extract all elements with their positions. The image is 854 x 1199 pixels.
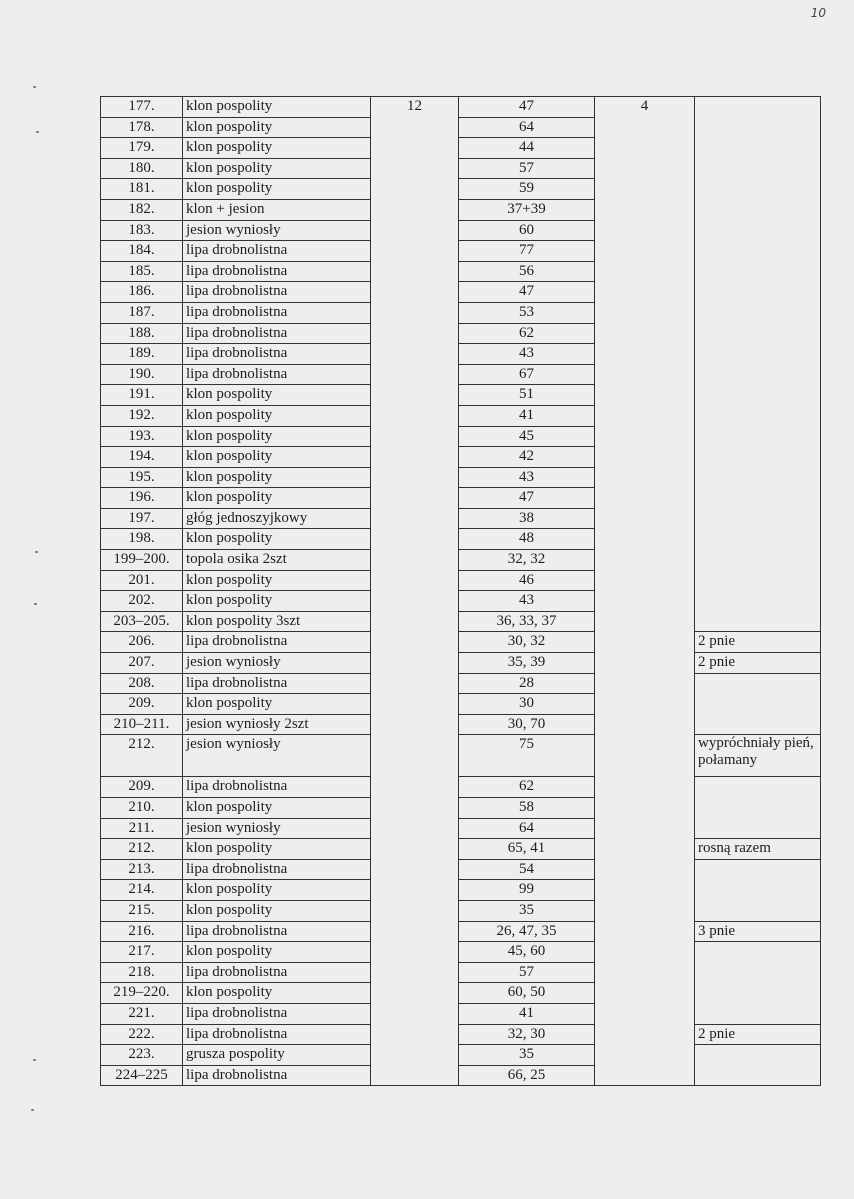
diameter-cell: 46 xyxy=(459,570,595,591)
diameter-cell: 47 xyxy=(459,488,595,509)
tree-number-cell: 189. xyxy=(101,344,183,365)
diameter-cell: 41 xyxy=(459,405,595,426)
species-cell: klon + jesion xyxy=(183,199,371,220)
note-cell-empty xyxy=(695,1045,821,1086)
tree-number-cell: 190. xyxy=(101,364,183,385)
species-cell: klon pospolity xyxy=(183,179,371,200)
species-cell: lipa drobnolistna xyxy=(183,261,371,282)
tree-number-cell: 214. xyxy=(101,880,183,901)
tree-number-cell: 206. xyxy=(101,632,183,653)
species-cell: lipa drobnolistna xyxy=(183,302,371,323)
table-row xyxy=(101,839,821,860)
diameter-cell: 41 xyxy=(459,1003,595,1024)
tree-number-cell: 209. xyxy=(101,777,183,798)
tree-inventory-table xyxy=(100,96,821,1086)
tree-number-cell: 222. xyxy=(101,1024,183,1045)
species-cell: lipa drobnolistna xyxy=(183,859,371,880)
diameter-cell: 62 xyxy=(459,777,595,798)
tree-number-cell: 211. xyxy=(101,818,183,839)
note-cell: 3 pnie xyxy=(695,921,821,942)
species-cell: klon pospolity xyxy=(183,880,371,901)
scan-speck xyxy=(34,603,37,605)
tree-number-cell: 224–225 xyxy=(101,1065,183,1086)
tree-number-cell: 208. xyxy=(101,673,183,694)
diameter-cell: 45, 60 xyxy=(459,942,595,963)
tree-number-cell: 179. xyxy=(101,138,183,159)
table-row xyxy=(101,632,821,653)
species-cell: jesion wyniosły xyxy=(183,220,371,241)
diameter-cell: 59 xyxy=(459,179,595,200)
tree-number-cell: 216. xyxy=(101,921,183,942)
table-row xyxy=(101,777,821,798)
species-cell: klon pospolity xyxy=(183,447,371,468)
note-cell: 2 pnie xyxy=(695,1024,821,1045)
diameter-cell: 57 xyxy=(459,158,595,179)
species-cell: klon pospolity xyxy=(183,983,371,1004)
scan-speck xyxy=(36,131,39,133)
species-cell: klon pospolity xyxy=(183,117,371,138)
diameter-cell: 35, 39 xyxy=(459,653,595,674)
scan-speck xyxy=(31,1109,34,1111)
diameter-cell: 67 xyxy=(459,364,595,385)
species-cell: klon pospolity xyxy=(183,570,371,591)
diameter-cell: 64 xyxy=(459,818,595,839)
diameter-cell: 65, 41 xyxy=(459,839,595,860)
diameter-cell: 99 xyxy=(459,880,595,901)
tree-number-cell: 194. xyxy=(101,447,183,468)
tree-number-cell: 191. xyxy=(101,385,183,406)
diameter-cell: 45 xyxy=(459,426,595,447)
species-cell: klon pospolity xyxy=(183,385,371,406)
note-cell: 2 pnie xyxy=(695,653,821,674)
tree-number-cell: 221. xyxy=(101,1003,183,1024)
diameter-cell: 35 xyxy=(459,1045,595,1066)
species-cell: klon pospolity xyxy=(183,405,371,426)
species-cell: topola osika 2szt xyxy=(183,550,371,571)
tree-number-cell: 210. xyxy=(101,798,183,819)
diameter-cell: 60 xyxy=(459,220,595,241)
tree-number-cell: 192. xyxy=(101,405,183,426)
table-row xyxy=(101,1024,821,1045)
species-cell: grusza pospolity xyxy=(183,1045,371,1066)
table-row xyxy=(101,97,821,118)
tree-number-cell: 196. xyxy=(101,488,183,509)
species-cell: lipa drobnolistna xyxy=(183,1003,371,1024)
tree-number-cell: 213. xyxy=(101,859,183,880)
species-cell: jesion wyniosły xyxy=(183,735,371,777)
species-cell: klon pospolity xyxy=(183,529,371,550)
table-row xyxy=(101,653,821,674)
note-cell: wypróchniały pień, połamany xyxy=(695,735,821,777)
species-cell: lipa drobnolistna xyxy=(183,241,371,262)
tree-number-cell: 185. xyxy=(101,261,183,282)
tree-number-cell: 199–200. xyxy=(101,550,183,571)
scan-speck xyxy=(33,86,36,88)
species-cell: klon pospolity xyxy=(183,900,371,921)
diameter-cell: 77 xyxy=(459,241,595,262)
table-row xyxy=(101,942,821,963)
diameter-cell: 53 xyxy=(459,302,595,323)
species-cell: lipa drobnolistna xyxy=(183,632,371,653)
diameter-cell: 54 xyxy=(459,859,595,880)
tree-number-cell: 202. xyxy=(101,591,183,612)
diameter-cell: 66, 25 xyxy=(459,1065,595,1086)
species-cell: lipa drobnolistna xyxy=(183,344,371,365)
note-cell-empty xyxy=(695,859,821,921)
diameter-cell: 62 xyxy=(459,323,595,344)
tree-number-cell: 203–205. xyxy=(101,611,183,632)
species-cell: głóg jednoszyjkowy xyxy=(183,508,371,529)
tree-number-cell: 186. xyxy=(101,282,183,303)
diameter-cell: 37+39 xyxy=(459,199,595,220)
diameter-cell: 43 xyxy=(459,344,595,365)
diameter-cell: 60, 50 xyxy=(459,983,595,1004)
species-cell: klon pospolity xyxy=(183,591,371,612)
tree-number-cell: 183. xyxy=(101,220,183,241)
species-cell: lipa drobnolistna xyxy=(183,1065,371,1086)
tree-number-cell: 201. xyxy=(101,570,183,591)
species-cell: klon pospolity xyxy=(183,694,371,715)
tree-number-cell: 219–220. xyxy=(101,983,183,1004)
species-cell: jesion wyniosły xyxy=(183,818,371,839)
note-cell: rosną razem xyxy=(695,839,821,860)
note-cell-empty xyxy=(695,777,821,839)
tree-number-cell: 195. xyxy=(101,467,183,488)
note-cell: 2 pnie xyxy=(695,632,821,653)
table-row xyxy=(101,673,821,694)
diameter-cell: 30, 32 xyxy=(459,632,595,653)
diameter-cell: 64 xyxy=(459,117,595,138)
species-cell: lipa drobnolistna xyxy=(183,323,371,344)
diameter-cell: 47 xyxy=(459,97,595,118)
tree-number-cell: 217. xyxy=(101,942,183,963)
table-row xyxy=(101,735,821,777)
scan-speck xyxy=(35,551,38,553)
diameter-cell: 32, 32 xyxy=(459,550,595,571)
diameter-cell: 30, 70 xyxy=(459,714,595,735)
species-cell: klon pospolity xyxy=(183,488,371,509)
page-number: 10 xyxy=(810,6,826,20)
species-cell: lipa drobnolistna xyxy=(183,673,371,694)
species-cell: klon pospolity xyxy=(183,158,371,179)
species-cell: jesion wyniosły 2szt xyxy=(183,714,371,735)
tree-number-cell: 178. xyxy=(101,117,183,138)
table-body xyxy=(101,97,821,1086)
diameter-cell: 35 xyxy=(459,900,595,921)
species-cell: lipa drobnolistna xyxy=(183,962,371,983)
diameter-cell: 30 xyxy=(459,694,595,715)
species-cell: lipa drobnolistna xyxy=(183,282,371,303)
species-cell: klon pospolity xyxy=(183,467,371,488)
tree-number-cell: 198. xyxy=(101,529,183,550)
table-row xyxy=(101,1045,821,1066)
species-cell: lipa drobnolistna xyxy=(183,921,371,942)
diameter-cell: 32, 30 xyxy=(459,1024,595,1045)
tree-number-cell: 209. xyxy=(101,694,183,715)
species-cell: klon pospolity xyxy=(183,839,371,860)
diameter-cell: 75 xyxy=(459,735,595,777)
tree-number-cell: 212. xyxy=(101,839,183,860)
tree-number-cell: 181. xyxy=(101,179,183,200)
scan-speck xyxy=(33,1059,36,1061)
tree-number-cell: 212. xyxy=(101,735,183,777)
species-cell: klon pospolity 3szt xyxy=(183,611,371,632)
species-cell: klon pospolity xyxy=(183,138,371,159)
species-cell: jesion wyniosły xyxy=(183,653,371,674)
table-row xyxy=(101,921,821,942)
diameter-cell: 58 xyxy=(459,798,595,819)
diameter-cell: 43 xyxy=(459,591,595,612)
tree-number-cell: 207. xyxy=(101,653,183,674)
tree-number-cell: 210–211. xyxy=(101,714,183,735)
species-cell: klon pospolity xyxy=(183,426,371,447)
diameter-cell: 56 xyxy=(459,261,595,282)
note-cell-empty xyxy=(695,942,821,1024)
tree-number-cell: 187. xyxy=(101,302,183,323)
species-cell: klon pospolity xyxy=(183,97,371,118)
diameter-cell: 36, 33, 37 xyxy=(459,611,595,632)
species-cell: klon pospolity xyxy=(183,798,371,819)
diameter-cell: 44 xyxy=(459,138,595,159)
diameter-cell: 43 xyxy=(459,467,595,488)
tree-number-cell: 177. xyxy=(101,97,183,118)
tree-number-cell: 188. xyxy=(101,323,183,344)
merged-count-cell xyxy=(371,97,459,1086)
diameter-cell: 26, 47, 35 xyxy=(459,921,595,942)
diameter-cell: 47 xyxy=(459,282,595,303)
tree-number-cell: 180. xyxy=(101,158,183,179)
species-cell: lipa drobnolistna xyxy=(183,777,371,798)
diameter-cell: 51 xyxy=(459,385,595,406)
species-cell: klon pospolity xyxy=(183,942,371,963)
diameter-cell: 48 xyxy=(459,529,595,550)
diameter-cell: 42 xyxy=(459,447,595,468)
diameter-cell: 38 xyxy=(459,508,595,529)
merged-count-value: 12 xyxy=(407,98,422,114)
tree-number-cell: 197. xyxy=(101,508,183,529)
merged-group-value: 4 xyxy=(640,98,649,114)
merged-group-cell xyxy=(595,97,695,1086)
table-row xyxy=(101,859,821,880)
tree-number-cell: 193. xyxy=(101,426,183,447)
note-cell-empty xyxy=(695,673,821,735)
tree-number-cell: 182. xyxy=(101,199,183,220)
species-cell: lipa drobnolistna xyxy=(183,364,371,385)
tree-number-cell: 215. xyxy=(101,900,183,921)
note-cell-empty xyxy=(695,97,821,632)
tree-number-cell: 223. xyxy=(101,1045,183,1066)
tree-number-cell: 184. xyxy=(101,241,183,262)
diameter-cell: 57 xyxy=(459,962,595,983)
tree-number-cell: 218. xyxy=(101,962,183,983)
species-cell: lipa drobnolistna xyxy=(183,1024,371,1045)
diameter-cell: 28 xyxy=(459,673,595,694)
